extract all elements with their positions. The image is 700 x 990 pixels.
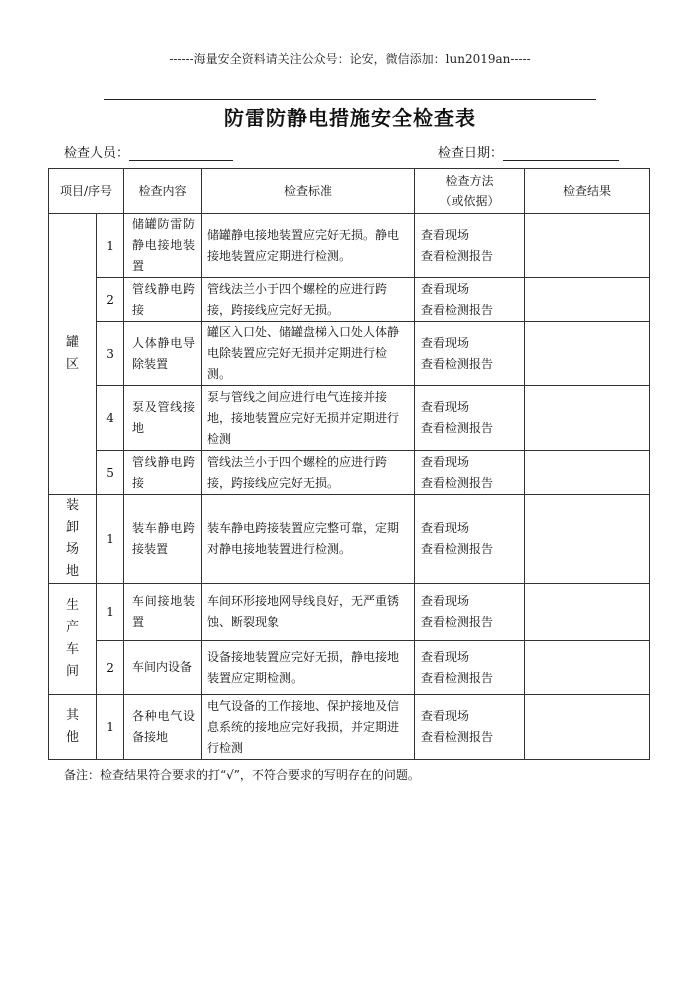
result-cell[interactable] xyxy=(525,495,650,584)
method-cell: 查看现场 查看检测报告 xyxy=(415,641,525,695)
standard-cell: 管线法兰小于四个螺栓的应进行跨接，跨接线应完好无损。 xyxy=(202,451,415,495)
seq-cell: 3 xyxy=(97,322,124,386)
standard-cell: 车间环形接地网导线良好，无严重锈蚀、断裂现象 xyxy=(202,584,415,641)
seq-cell: 2 xyxy=(97,641,124,695)
header-result: 检查结果 xyxy=(525,169,650,214)
table-row xyxy=(49,386,650,451)
page-title: 防雷防静电措施安全检查表 xyxy=(224,106,476,130)
standard-cell: 泵与管线之间应进行电气连接并接地，接地装置应完好无损并定期进行检测 xyxy=(202,386,415,451)
inspector-field xyxy=(64,142,233,161)
content-cell: 车间内设备 xyxy=(124,641,202,695)
header-method-line2: （或依据） xyxy=(439,194,500,208)
seq-cell: 5 xyxy=(97,451,124,495)
method-cell: 查看现场 查看检测报告 xyxy=(415,322,525,386)
header-note: ------海量安全资料请关注公众号：论安，微信添加：lun2019an----- xyxy=(169,52,531,66)
date-field xyxy=(438,142,619,161)
inspection-table xyxy=(48,168,650,760)
content-cell: 各种电气设备接地 xyxy=(124,695,202,760)
footnote: 备注：检查结果符合要求的打“√”，不符合要求的写明存在的问题。 xyxy=(64,768,420,782)
seq-cell: 4 xyxy=(97,386,124,451)
header-method xyxy=(415,169,525,214)
standard-cell: 管线法兰小于四个螺栓的应进行跨接，跨接线应完好无损。 xyxy=(202,278,415,322)
table-row xyxy=(49,451,650,495)
seq-cell: 1 xyxy=(97,584,124,641)
method-cell: 查看现场 查看检测报告 xyxy=(415,695,525,760)
seq-cell: 1 xyxy=(97,214,124,278)
seq-cell: 1 xyxy=(97,695,124,760)
table-row xyxy=(49,695,650,760)
table-row xyxy=(49,278,650,322)
standard-cell: 电气设备的工作接地、保护接地及信息系统的接地应完好我损，并定期进行检测 xyxy=(202,695,415,760)
result-cell[interactable] xyxy=(525,641,650,695)
table-row xyxy=(49,641,650,695)
inspector-blank[interactable] xyxy=(129,146,233,161)
header-rule xyxy=(104,99,596,100)
date-blank[interactable] xyxy=(503,146,619,161)
category-loading-area: 装 卸 场 地 xyxy=(49,495,97,584)
table-row xyxy=(49,322,650,386)
method-cell: 查看现场 查看检测报告 xyxy=(415,214,525,278)
method-cell: 查看现场 查看检测报告 xyxy=(415,451,525,495)
result-cell[interactable] xyxy=(525,695,650,760)
header-standard: 检查标准 xyxy=(202,169,415,214)
table-header-row xyxy=(49,169,650,214)
category-tank-area: 罐 区 xyxy=(49,214,97,495)
inspector-label: 检查人员： xyxy=(64,146,130,161)
method-cell: 查看现场 查看检测报告 xyxy=(415,278,525,322)
result-cell[interactable] xyxy=(525,451,650,495)
content-cell: 管线静电跨接 xyxy=(124,451,202,495)
table-row xyxy=(49,495,650,584)
method-cell: 查看现场 查看检测报告 xyxy=(415,386,525,451)
standard-cell: 储罐静电接地装置应完好无损。静电接地装置应定期进行检测。 xyxy=(202,214,415,278)
method-cell: 查看现场 查看检测报告 xyxy=(415,495,525,584)
standard-cell: 罐区入口处、储罐盘梯入口处人体静电除装置应完好无损并定期进行检测。 xyxy=(202,322,415,386)
result-cell[interactable] xyxy=(525,214,650,278)
content-cell: 人体静电导除装置 xyxy=(124,322,202,386)
content-cell: 储罐防雷防静电接地装置 xyxy=(124,214,202,278)
header-content: 检查内容 xyxy=(124,169,202,214)
method-cell: 查看现场 查看检测报告 xyxy=(415,584,525,641)
standard-cell: 设备接地装置应完好无损，静电接地装置应定期检测。 xyxy=(202,641,415,695)
seq-cell: 1 xyxy=(97,495,124,584)
table-row xyxy=(49,214,650,278)
result-cell[interactable] xyxy=(525,278,650,322)
content-cell: 泵及管线接地 xyxy=(124,386,202,451)
seq-cell: 2 xyxy=(97,278,124,322)
category-other: 其 他 xyxy=(49,695,97,760)
table-row xyxy=(49,584,650,641)
header-item-seq: 项目/序号 xyxy=(49,169,124,214)
category-workshop: 生 产 车 间 xyxy=(49,584,97,695)
header-method-line1: 检查方法 xyxy=(445,174,494,188)
date-label: 检查日期： xyxy=(438,146,504,161)
content-cell: 管线静电跨接 xyxy=(124,278,202,322)
content-cell: 装车静电跨接装置 xyxy=(124,495,202,584)
result-cell[interactable] xyxy=(525,322,650,386)
content-cell: 车间接地装置 xyxy=(124,584,202,641)
standard-cell: 装车静电跨接装置应完整可靠，定期对静电接地装置进行检测。 xyxy=(202,495,415,584)
result-cell[interactable] xyxy=(525,386,650,451)
result-cell[interactable] xyxy=(525,584,650,641)
